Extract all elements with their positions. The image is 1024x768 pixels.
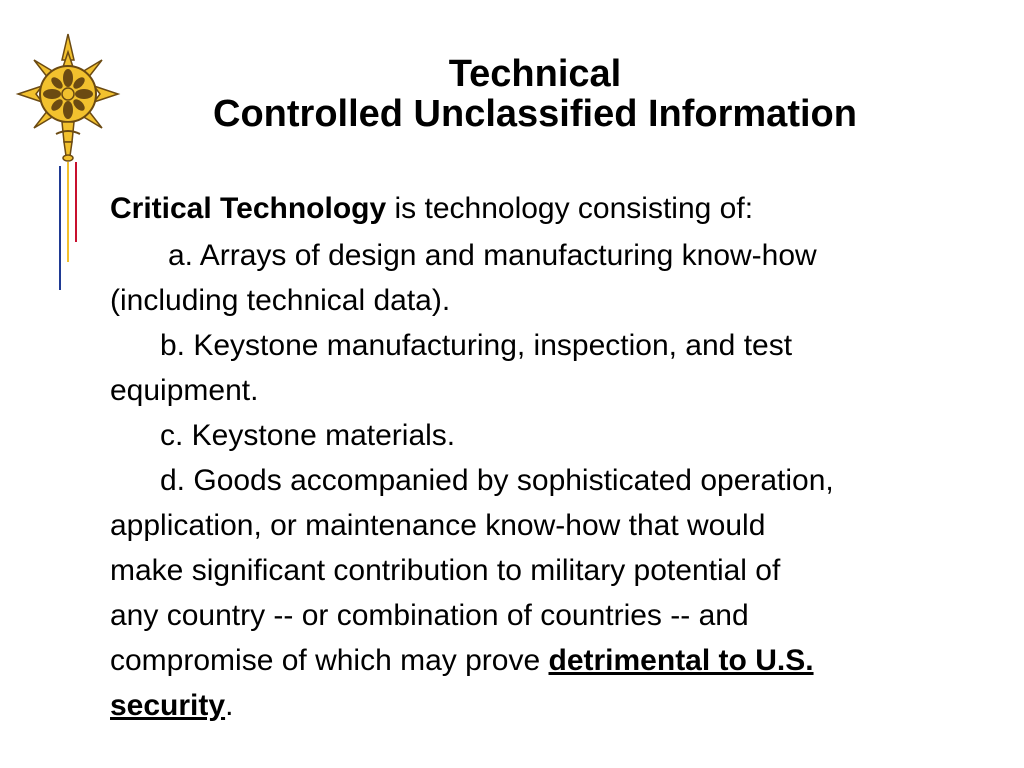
item-b (110, 323, 970, 413)
emphasis-security: security (110, 689, 226, 722)
item-c-text: c. Keystone materials. (160, 419, 456, 452)
title-line-1: Technical (448, 53, 622, 95)
item-d (110, 458, 970, 728)
item-a-line-1: a. Arrays of design and manufacturing know-how (168, 239, 817, 272)
item-d-line-2: application, or maintenance know-how that would (110, 509, 766, 542)
lead-term: Critical Technology (110, 192, 387, 225)
item-d-line-3: make significant contribution to military potential of (110, 554, 781, 587)
emphasis-detrimental: detrimental to U.S. (548, 644, 814, 677)
item-c (110, 413, 970, 458)
item-b-line-1: b. Keystone manufacturing, inspection, and test (160, 329, 793, 362)
item-d-end: . (225, 689, 234, 722)
item-a (110, 233, 970, 323)
decorative-accent-lines (56, 162, 80, 294)
title-line-2: Controlled Unclassified Information (213, 93, 857, 135)
military-intelligence-insignia-icon (14, 30, 122, 162)
item-a-line-2: (including technical data). (110, 284, 451, 317)
item-d-line-4: any country -- or combination of countries -- and (110, 599, 749, 632)
item-d-line-1: d. Goods accompanied by sophisticated operation, (160, 464, 834, 497)
item-b-line-2: equipment. (110, 374, 259, 407)
slide-title (140, 54, 930, 134)
lead-rest: is technology consisting of: (386, 192, 754, 225)
slide-body (110, 186, 970, 728)
definition-lead (110, 186, 970, 231)
item-d-line-5-pre: compromise of which may prove (110, 644, 549, 677)
